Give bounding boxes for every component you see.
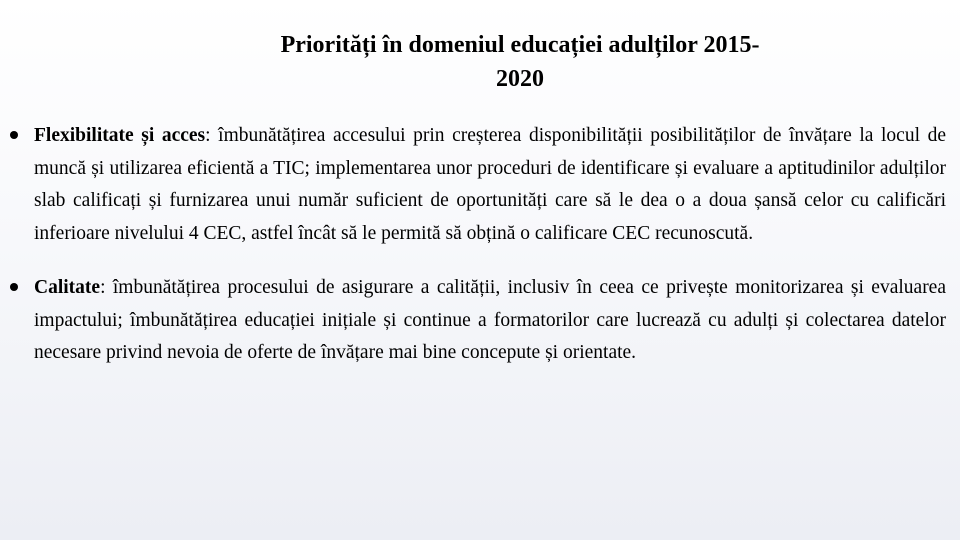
slide-title-line-1: Priorități în domeniul educației adulților 2015-	[280, 32, 760, 58]
bullet-description: : îmbunătățirea accesului prin creșterea disponibilității posibilităților de învățare la locul de muncă și utilizarea eficientă a TIC; implementarea unor proceduri de identificare și evaluare a aptitudinilor adulților slab calificați și furnizarea unui număr suficient de oportunități care să le dea o a doua șansă celor cu calificări inferioare nivelului 4 CEC, astfel încât să le permită să obțină o calificare CEC recunoscută.	[34, 125, 946, 244]
bullet-item	[34, 120, 946, 250]
slide-title	[200, 28, 840, 96]
bullet-description: : îmbunătățirea procesului de asigurare a calității, inclusiv în ceea ce privește monitorizarea și evaluarea impactului; îmbunătățirea educației inițiale și continue a formatorilor care lucrează cu adulți și colectarea datelor necesare privind nevoia de oferte de învățare mai bine concepute și orientate.	[34, 277, 946, 363]
bullet-paragraph	[34, 272, 946, 370]
bullet-term: Calitate	[34, 277, 101, 298]
bullet-dot-icon	[10, 283, 18, 291]
bullet-item	[34, 272, 946, 370]
bullet-list	[34, 120, 946, 392]
bullet-paragraph	[34, 120, 946, 250]
slide-title-line-2: 2020	[496, 66, 544, 92]
bullet-term: Flexibilitate și acces	[34, 125, 206, 146]
bullet-dot-icon	[10, 131, 18, 139]
